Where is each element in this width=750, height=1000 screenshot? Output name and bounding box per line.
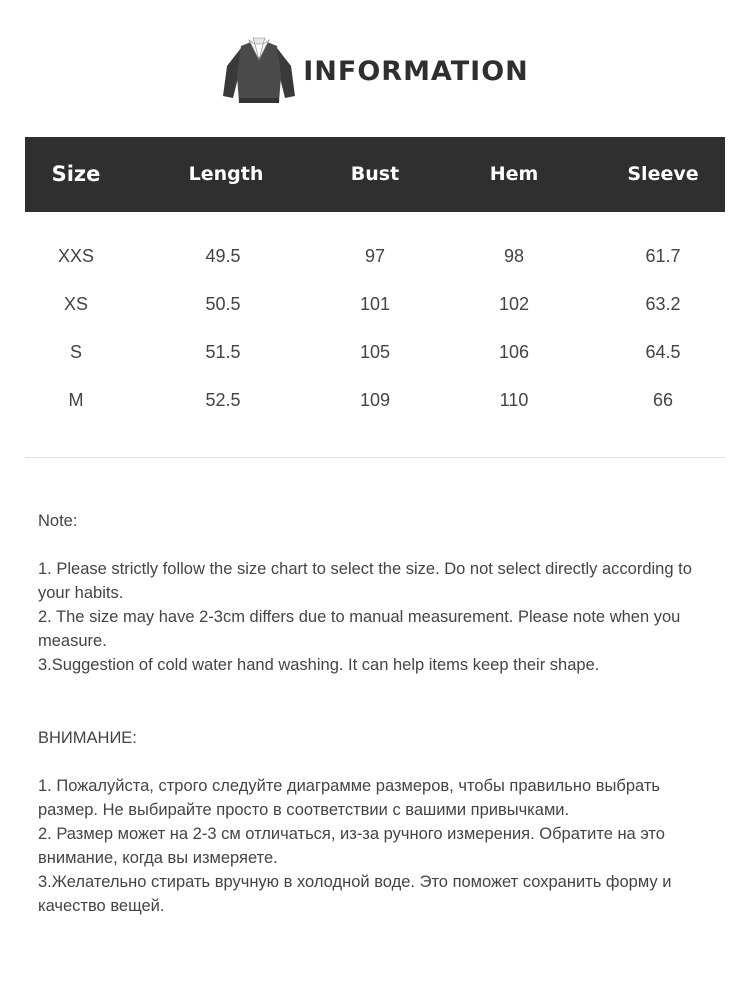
table-cell: 50.5 [205, 294, 241, 314]
note-item: 3.Желательно стирать вручную в холодной воде. Это поможет сохранить форму и качество вещей. [38, 873, 672, 915]
note-item: 2. The size may have 2-3cm differs due to manual measurement. Please note when you measure. [38, 608, 681, 650]
note-title-ru [38, 726, 718, 750]
page-title: INFORMATION [303, 55, 529, 87]
size-table-body [25, 232, 725, 424]
note-title-text: ВНИМАНИЕ: [38, 729, 137, 747]
table-row [25, 280, 725, 328]
note-item: 3.Suggestion of cold water hand washing. It can help items keep their shape. [38, 656, 600, 674]
table-cell: 52.5 [205, 390, 241, 410]
divider [25, 457, 725, 458]
note-item: 2. Размер может на 2-3 см отличаться, из-за ручного измерения. Обратите на это внимание, когда вы измеряете. [38, 825, 665, 867]
table-cell: 106 [498, 342, 530, 362]
table-cell: 63.2 [645, 294, 681, 314]
note-title-en [38, 509, 718, 533]
table-row [25, 376, 725, 424]
table-row [25, 232, 725, 280]
table-cell: S [69, 342, 83, 362]
table-cell: 109 [359, 390, 391, 410]
column-header-hem: Hem [489, 163, 539, 185]
column-header-size: Size [51, 162, 101, 186]
note-item: 1. Пожалуйста, строго следуйте диаграмме размеров, чтобы правильно выбрать размер. Не выбирайте просто в соответствии с вашими привычками. [38, 777, 660, 819]
table-cell: 98 [503, 246, 525, 266]
column-header-bust: Bust [350, 163, 400, 185]
note-title-text: Note: [38, 512, 78, 530]
table-cell: 61.7 [645, 246, 681, 266]
table-cell: 105 [359, 342, 391, 362]
table-cell: 102 [498, 294, 530, 314]
column-header-sleeve: Sleeve [627, 163, 699, 185]
table-row [25, 328, 725, 376]
table-cell: 101 [359, 294, 391, 314]
table-cell: 49.5 [205, 246, 241, 266]
table-cell: 64.5 [645, 342, 681, 362]
table-cell: 51.5 [205, 342, 241, 362]
header [0, 36, 750, 106]
note-list-en [38, 557, 718, 677]
table-cell: 110 [499, 390, 529, 410]
table-cell: 66 [652, 390, 674, 410]
shirt-icon [221, 36, 297, 106]
note-list-ru [38, 774, 718, 918]
table-cell: M [68, 390, 84, 410]
table-cell: 97 [364, 246, 386, 266]
table-cell: XXS [57, 246, 95, 266]
table-cell: XS [63, 294, 89, 314]
column-header-length: Length [188, 163, 264, 185]
size-table-header [25, 137, 725, 212]
note-item: 1. Please strictly follow the size chart to select the size. Do not select directly according to your habits. [38, 560, 692, 602]
